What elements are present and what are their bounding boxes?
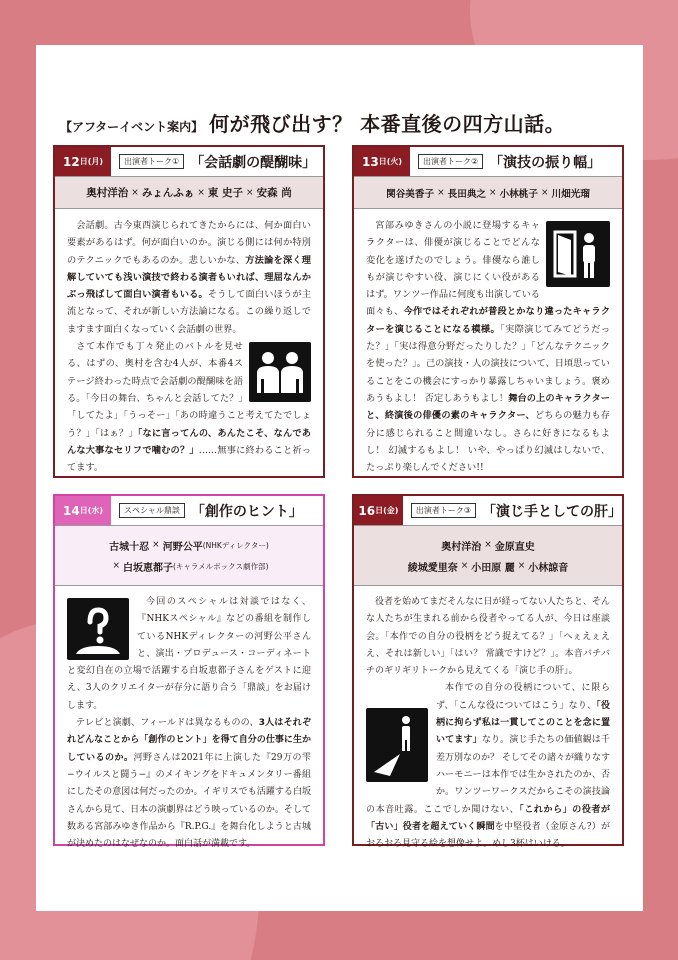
event-card-16	[352, 494, 624, 850]
emphasis-text: 方法論を深く理解していても浅い演技で終わる演者もいれば、理屈なんかぶっ飛ばして面白い演者もいる。	[67, 254, 311, 301]
emphasis-text: 舞台の上のキャラクターと、終演後の俳優の素のキャラクター、	[366, 392, 610, 422]
paragraph	[67, 715, 311, 853]
body-text: 役者を始めてまだそんなに日が経ってない人たちと、そんな人たちが生まれる前から役者やってる人が、今日は座談会。「本作での自分の役柄をどう捉えてる？」「へぇえぇええ、それは新しい」「はい？ 常識ですけど？」。本音バチバチのギリギリトークから見えてくる「演じ手の肝」。	[366, 597, 610, 677]
cast-list: 古城十忍 × 河野公平 (NHKディレクター) × 白坂恵都子 (キャラメルボックス劇作部)	[55, 526, 323, 586]
headline-tag: 【アフターイベント案内】	[60, 120, 204, 134]
event-description	[55, 586, 323, 853]
body-text: テレビと演劇、フィールドは異なるものの、	[76, 718, 259, 729]
emphasis-text: 「これから」の役者が「古い」役者を超えていく瞬間	[366, 804, 610, 832]
event-badge: 出演者トーク②	[418, 154, 483, 169]
date-label: 12 日 (月)	[55, 147, 111, 176]
body-text: なり。演じ手たちの価値観は千差万別なのか？ そしてその諸々が織りなすハーモニーは本作では生かされたのか、否か。ワンツーワークスだからこその演技論の本音吐露。ここでしか聞けない、	[366, 735, 610, 815]
event-description	[55, 209, 323, 476]
body-text: 会話劇。古今東西演じられてきたからには、何か面白い要素があるはず。何が面白いのか。演じる側には何か特別のテクニックでもあるのか。悲しいかな、	[67, 220, 311, 266]
cast-list: 奥村洋治 × みょんふぁ × 東 史子 × 安森 尚	[55, 177, 323, 209]
event-title: 「演技の振り幅」	[489, 154, 602, 171]
event-description	[354, 586, 622, 853]
event-title: 「演じ手としての肝」	[482, 503, 622, 520]
event-title: 「会話劇の醍醐味」	[190, 154, 317, 171]
card-header	[55, 496, 323, 526]
event-description	[354, 209, 622, 476]
card-header	[354, 147, 622, 177]
headline-title: 何が飛び出す？ 本番直後の四方山話。	[209, 112, 566, 136]
date-label: 16 日 (金)	[354, 496, 403, 525]
body-text: 「実際演じてみてどうだった？」「実は得意分野だったりした？」「どんなテクニックを使った？」。己の演技・人の演技について、日頃思っていることをこの機会にすっかり暴露しちゃいましょう。褒めあうもよし！ 否定しあうもよし！	[366, 323, 611, 404]
date-label: 13 日 (火)	[354, 147, 410, 176]
emphasis-text: 今作ではそれぞれが普段とかなり違ったキャラクターを演じることになる模様。	[366, 306, 611, 335]
event-title: 「創作のヒント」	[190, 503, 303, 520]
paragraph	[67, 217, 311, 338]
cast-list: 奥村洋治 × 金原直史 綾城愛里奈 × 小田原 麗 × 小林諒音	[354, 526, 622, 586]
body-text: を中堅役者（金原さん?）がおろおろ見守る絵を想像せよ。めし3杯はいける。	[366, 821, 610, 850]
emphasis-text: 「なに言ってんの、あんたこそ、なんであんな大事なセリフで噛むの？」	[67, 427, 311, 456]
body-text: さて本作でも丁々発止のバトルを見せる、はずの、奥村を含む4人が、本番4ステージ終わった時点で会話劇の醍醐味を語る。「今日の舞台、ちゃんと会話してた？」「してたよ」「うっそー」「あの時違うこと考えてたでしょう？」「はぁ？」	[67, 341, 311, 439]
body-text: 本作での自分の役柄について、に限らず、「こんな役についてはこう」なり、	[436, 683, 610, 711]
body-text: 宮部みゆきさんの小説に登場するキャラクターは、俳優が演じることでどんな変化を遂げたのでしょう。俳優なら誰しもが演じやすい役、演じにくい役があるはず。ワンツー作品に何度も出演している面々も、	[366, 220, 540, 318]
body-text: ……無事に終わること祈ってます。	[67, 444, 312, 474]
headline	[60, 108, 620, 138]
event-card-12	[53, 145, 325, 478]
body-text: どちらの魅力も存分に感じられること間違いなし。さらに好きになるもよし！ 幻滅するもよし！ いや、やっぱり幻滅はしないで、たっぷり楽しんでください!!	[366, 410, 610, 474]
event-card-13	[352, 145, 624, 478]
event-card-14	[53, 494, 325, 850]
people-icon	[249, 342, 311, 402]
event-badge: 出演者トーク①	[119, 154, 184, 169]
body-text: そうして面白いほうが主流となって、それが新しい方法論になる。この繰り返しでますます面白くなっていく会話劇の世界。	[67, 289, 312, 335]
emphasis-text: 「役柄に拘らず私は一貫してこのことを念に置いてます」	[436, 700, 610, 746]
event-badge: 出演者トーク③	[411, 503, 476, 518]
card-header	[55, 147, 323, 177]
paragraph	[366, 594, 610, 680]
question-person-icon	[67, 598, 129, 660]
body-text: 今回のスペシャルは対談ではなく、『NHKスペシャル』などの番組を制作しているNHKディレクターの河野公平さんと、演出・プロデュース・コーディネートと変幻自在の立場で活躍する白坂恵都子さんをゲストに迎え、3人のクリエイターが存分に語り合う「鼎談」をお届けします。	[67, 597, 311, 711]
body-text: 河野さんは2021年に上演した『29万の雫−ウイルスと闘う−』のメイキングをドキュメンタリー番組にしたその意図は何だったのか。イギリスでも活躍する白坂さんから見て、日本の演劇界はどう映っているのか。そして数ある宮部みゆき作品から『R.P.G.』を舞台化しようと古城が決めたのはなぜなのか。面白話が満載です。	[67, 752, 311, 850]
door-person-icon	[546, 221, 610, 287]
date-label: 14 日 (水)	[55, 496, 111, 525]
spotlight-icon	[366, 708, 428, 782]
card-header	[354, 496, 622, 526]
event-badge: スペシャル鼎談	[119, 503, 185, 518]
cast-list: 関谷美香子 × 長田典之 × 小林桃子 × 川畑光瑠	[354, 177, 622, 209]
emphasis-text: 3人はそれぞれどんなことから「創作のヒント」を得て自分の仕事に生かしているのか。	[67, 718, 312, 763]
